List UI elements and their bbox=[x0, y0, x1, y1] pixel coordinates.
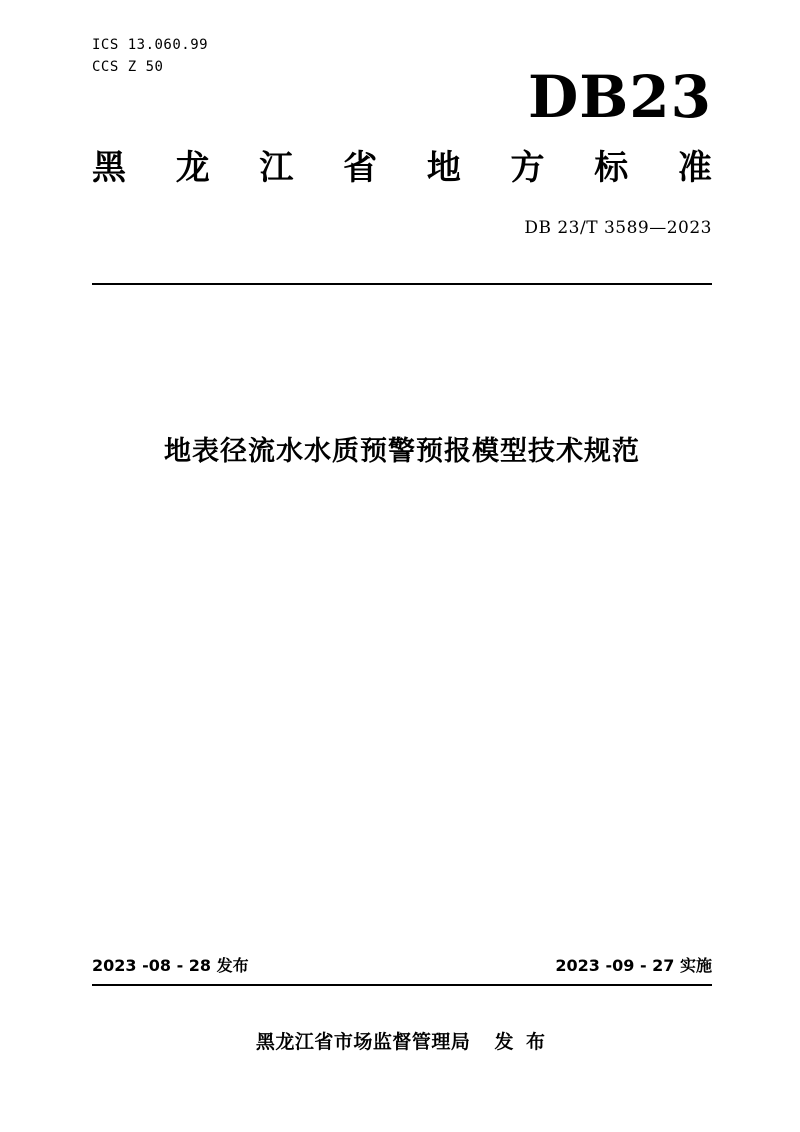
issuer-verb: 发 布 bbox=[494, 1031, 549, 1053]
effective-date: 2023 -09 - 27 实施 bbox=[555, 956, 712, 975]
ccs-code: CCS Z 50 bbox=[92, 59, 164, 75]
issuer-name: 黑龙江省市场监督管理局 bbox=[255, 1031, 471, 1053]
ics-code: ICS 13.060.99 bbox=[92, 37, 209, 53]
footer-divider bbox=[92, 984, 712, 986]
heading-char: 省 bbox=[343, 148, 378, 188]
province-standard-heading bbox=[92, 148, 712, 188]
heading-char: 标 bbox=[594, 148, 629, 188]
page-title: 地表径流水水质预警预报模型技术规范 bbox=[164, 436, 640, 467]
heading-char: 黑 bbox=[92, 148, 126, 188]
heading-char: 龙 bbox=[175, 148, 210, 188]
db23-logo: DB23 bbox=[527, 63, 712, 131]
heading-char: 方 bbox=[510, 148, 545, 188]
ics-classification-block bbox=[92, 34, 208, 78]
heading-char: 准 bbox=[677, 148, 712, 188]
standard-number: DB 23/T 3589—2023 bbox=[524, 218, 712, 238]
heading-char: 地 bbox=[426, 148, 461, 188]
header-divider bbox=[92, 283, 712, 285]
date-row bbox=[92, 953, 712, 976]
issuing-authority bbox=[92, 1027, 712, 1054]
heading-char: 江 bbox=[259, 148, 294, 188]
release-date: 2023 -08 - 28 发布 bbox=[92, 956, 249, 975]
